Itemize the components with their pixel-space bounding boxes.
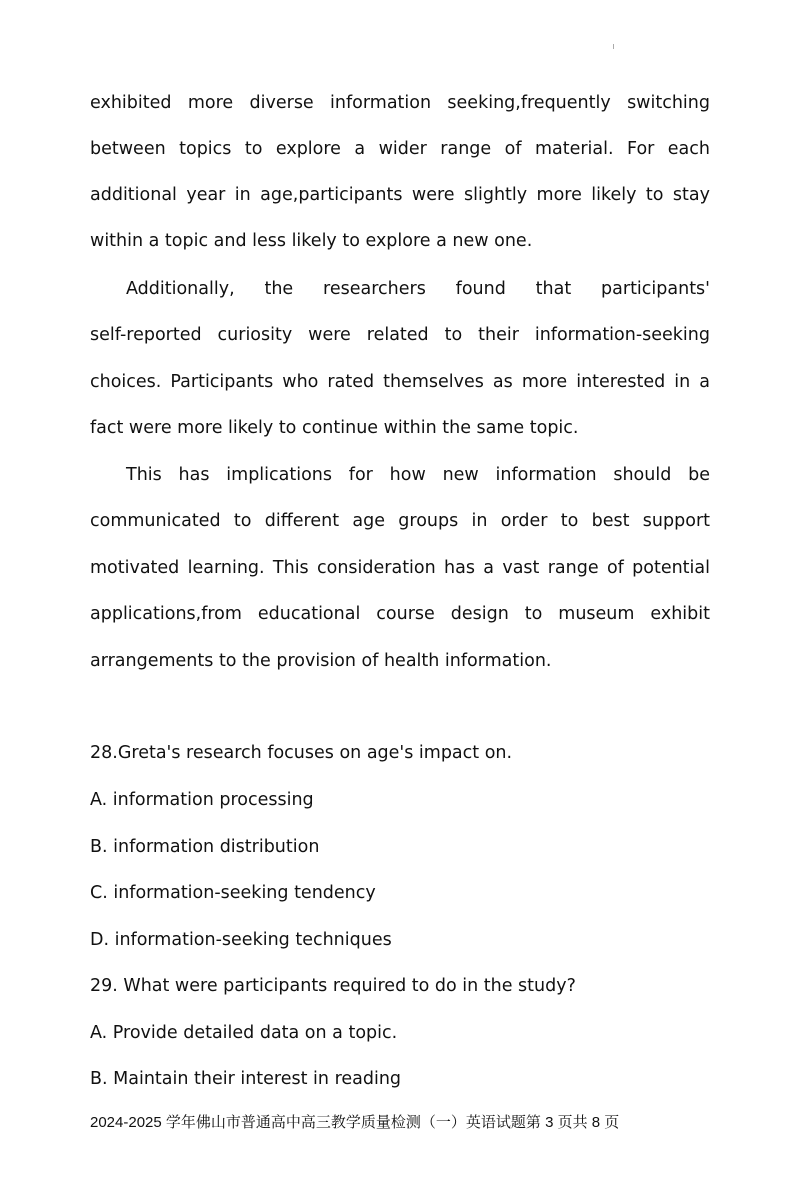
paragraph-line: fact were more likely to continue within the same topic.	[90, 418, 579, 438]
paragraph-line: arrangements to the provision of health information.	[90, 651, 552, 671]
paragraph-line: between topics to explore a wider range of material. For each	[90, 139, 710, 159]
paragraph-line: applications,from educational course design to museum exhibit	[90, 604, 710, 624]
option-b: B. information distribution	[90, 837, 320, 857]
paragraph-line: self-reported curiosity were related to their information-seeking	[90, 325, 710, 345]
paragraph-line: choices. Participants who rated themselves as more interested in a	[90, 372, 710, 392]
option-b: B. Maintain their interest in reading	[90, 1069, 402, 1089]
option-d: D. information-seeking techniques	[90, 930, 392, 950]
scan-mark	[613, 44, 614, 49]
paragraph-line: communicated to different age groups in order to best support	[90, 511, 710, 531]
option-a: A. information processing	[90, 790, 314, 810]
page-footer: 2024-2025 学年佛山市普通高中高三教学质量检测（一）英语试题第 3 页共 8 页	[90, 1114, 620, 1131]
option-a: A. Provide detailed data on a topic.	[90, 1023, 398, 1043]
paragraph-line: This has implications for how new information should be	[126, 465, 710, 485]
paragraph-line: additional year in age,participants were slightly more likely to stay	[90, 185, 710, 205]
paragraph-line: exhibited more diverse information seeking,frequently switching	[90, 93, 710, 113]
question-stem: 29. What were participants required to do in the study?	[90, 976, 576, 996]
option-c: C. information-seeking tendency	[90, 883, 376, 903]
paragraph-line: motivated learning. This consideration has a vast range of potential	[90, 558, 710, 578]
paragraph-line: Additionally, the researchers found that participants'	[126, 279, 710, 299]
paragraph-line: within a topic and less likely to explore a new one.	[90, 231, 533, 251]
question-stem: 28.Greta's research focuses on age's impact on.	[90, 743, 513, 763]
